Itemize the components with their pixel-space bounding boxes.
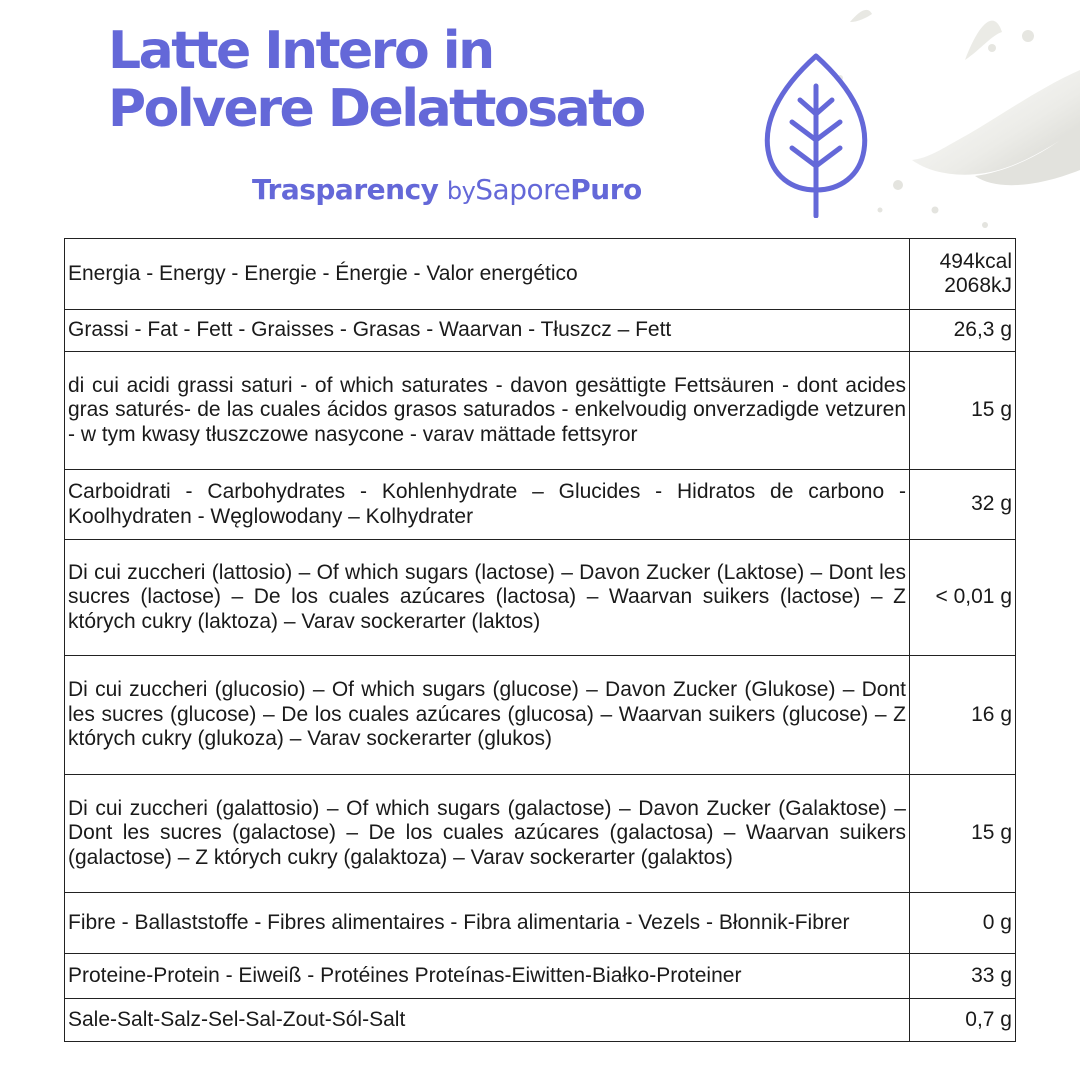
nutrition-table bbox=[64, 238, 1016, 1042]
brand-name-light: Sapore bbox=[475, 173, 571, 206]
nutrient-value: 32 g bbox=[910, 470, 1016, 540]
table-row bbox=[65, 656, 1016, 775]
table-row bbox=[65, 310, 1016, 352]
energy-kcal: 494kcal bbox=[939, 249, 1012, 273]
nutrient-label: Fibre - Ballaststoffe - Fibres alimentaires - Fibra alimentaria - Vezels - Błonnik-Fibrer bbox=[65, 893, 910, 954]
product-title-line-2: Polvere Delattosato bbox=[108, 79, 644, 139]
table-row bbox=[65, 999, 1016, 1042]
nutrient-value: 33 g bbox=[910, 954, 1016, 999]
nutrient-label: di cui acidi grassi saturi - of which saturates - davon gesättigte Fettsäuren - dont acides gras saturés- de las cuales ácidos grasos saturados - enkelvoudig onverzadigde vetzuren - w tym kwasy tłuszczowe nasycone - varav mättade fettsyror bbox=[65, 352, 910, 470]
nutrient-value: 26,3 g bbox=[910, 310, 1016, 352]
nutrient-label: Di cui zuccheri (glucosio) – Of which sugars (glucose) – Davon Zucker (Glukose) – Dont les sucres (glucose) – De los cuales azúcares (glucosa) – Waarvan suikers (glucose) – Z których cukry (glukoza) – Varav sockerarter (glukos) bbox=[65, 656, 910, 775]
tagline-by: by bbox=[446, 177, 476, 205]
nutrient-value: 0,7 g bbox=[910, 999, 1016, 1042]
nutrient-value: 16 g bbox=[910, 656, 1016, 775]
energy-kj: 2068kJ bbox=[944, 274, 1012, 297]
nutrient-value: 15 g bbox=[910, 352, 1016, 470]
nutrient-value: 15 g bbox=[910, 775, 1016, 893]
nutrient-label: Grassi - Fat - Fett - Graisses - Grasas - Waarvan - Tłuszcz – Fett bbox=[65, 310, 910, 352]
nutrient-label: Proteine-Protein - Eiweiß - Protéines Proteínas-Eiwitten-Białko-Proteiner bbox=[65, 954, 910, 999]
brand-name-bold: Puro bbox=[570, 173, 642, 206]
nutrient-value: 0 g bbox=[910, 893, 1016, 954]
tagline-transparency: Trasparency bbox=[252, 173, 439, 206]
nutrient-label: Sale-Salt-Salz-Sel-Sal-Zout-Sól-Salt bbox=[65, 999, 910, 1042]
table-row bbox=[65, 239, 1016, 310]
nutrient-value bbox=[910, 239, 1016, 310]
table-row bbox=[65, 954, 1016, 999]
table-row bbox=[65, 540, 1016, 656]
product-title-line-1: Latte Intero in bbox=[108, 21, 493, 81]
nutrient-label: Di cui zuccheri (galattosio) – Of which sugars (galactose) – Davon Zucker (Galaktose) – Dont les sucres (galactose) – De los cuales azúcares (galactosa) – Waarvan suikers (galactose) – Z których cukry (galaktoza) – Varav sockerarter (galaktos) bbox=[65, 775, 910, 893]
nutrient-label: Energia - Energy - Energie - Énergie - Valor energético bbox=[65, 239, 910, 310]
brand-tagline bbox=[252, 172, 642, 209]
table-row bbox=[65, 470, 1016, 540]
table-row bbox=[65, 775, 1016, 893]
leaf-icon bbox=[762, 52, 870, 218]
nutrient-label: Di cui zuccheri (lattosio) – Of which sugars (lactose) – Davon Zucker (Laktose) – Dont les sucres (lactose) – De los cuales azúcares (lactosa) – Waarvan suikers (lactose) – Z których cukry (laktoza) – Varav sockerarter (laktos) bbox=[65, 540, 910, 656]
table-row bbox=[65, 893, 1016, 954]
product-title bbox=[108, 22, 644, 138]
nutrient-value: < 0,01 g bbox=[910, 540, 1016, 656]
nutrient-label: Carboidrati - Carbohydrates - Kohlenhydrate – Glucides - Hidratos de carbono - Koolhydraten - Węglowodany – Kolhydrater bbox=[65, 470, 910, 540]
table-row bbox=[65, 352, 1016, 470]
